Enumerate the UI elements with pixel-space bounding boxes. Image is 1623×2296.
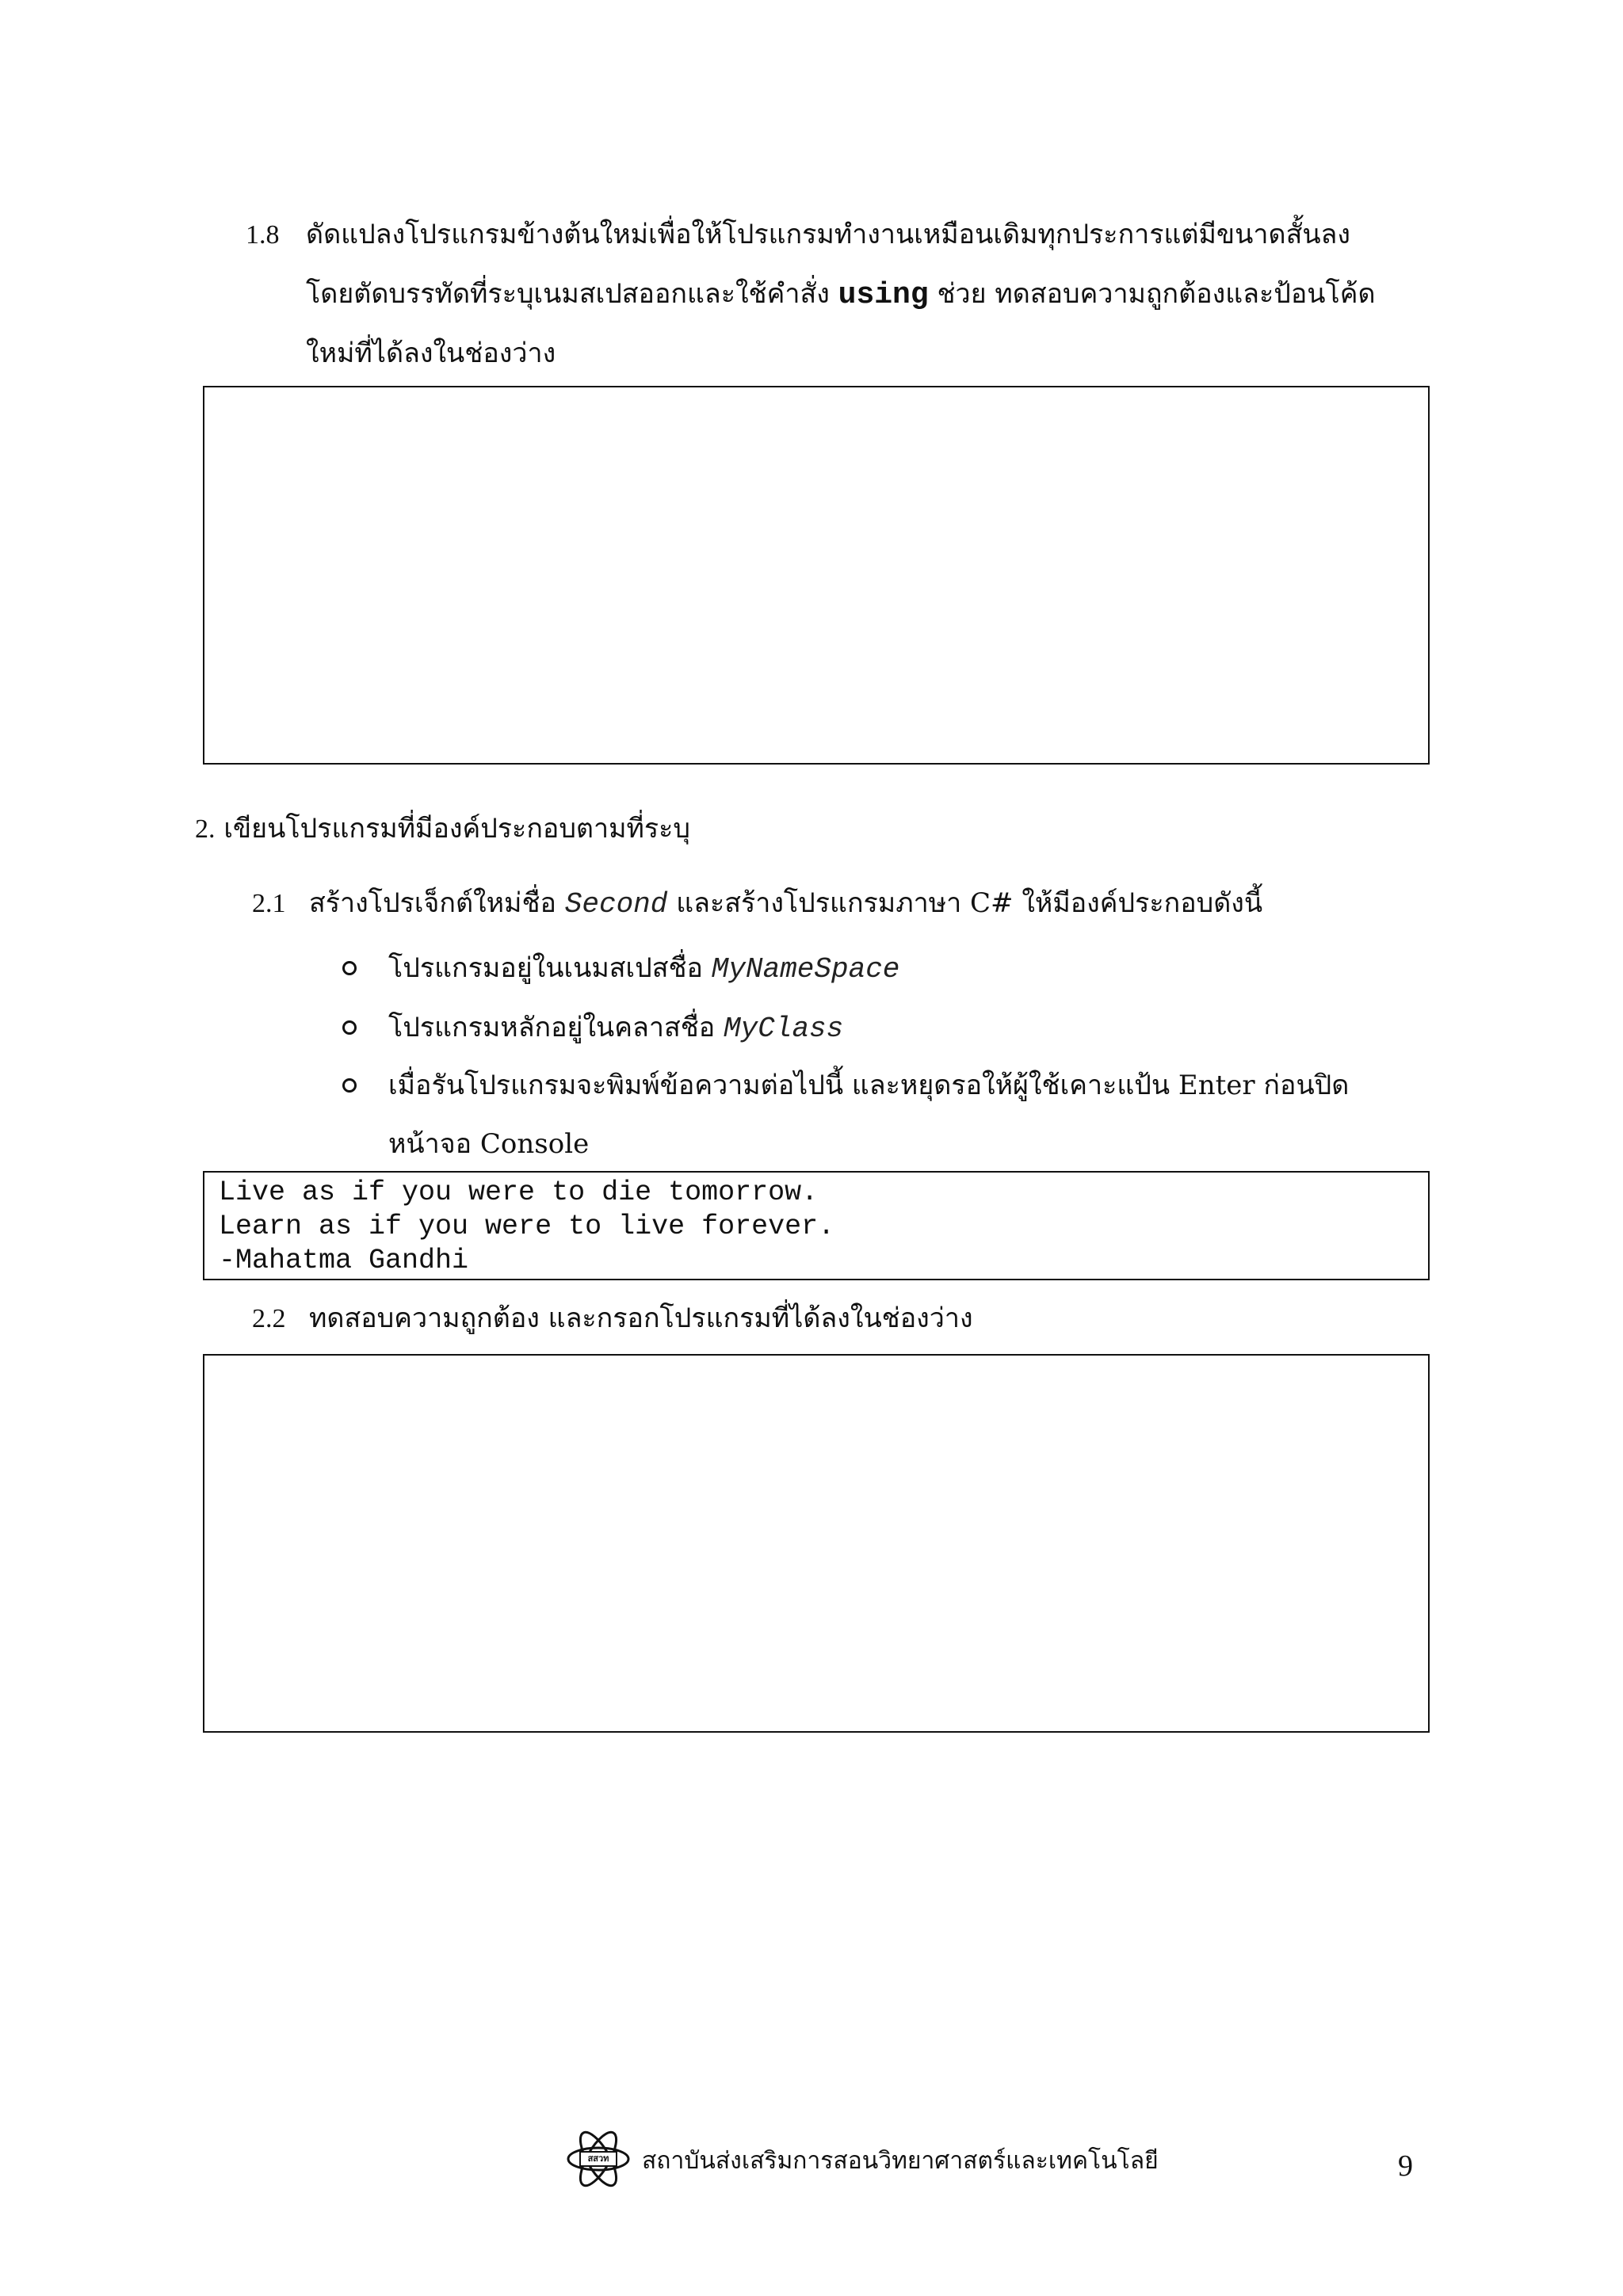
item-1-8-line3: ใหม่ที่ได้ลงในช่องว่าง [306, 338, 556, 369]
console-line: Live as if you were to die tomorrow. [219, 1177, 819, 1208]
namespace-name: MyNameSpace [711, 953, 900, 986]
section-2-title: เขียนโปรแกรมที่มีองค์ประกอบตามที่ระบุ [223, 813, 691, 845]
bullet-circle-icon [342, 1078, 357, 1093]
page-number: 9 [1398, 2149, 1413, 2183]
bullet-namespace-text: โปรแกรมอยู่ในเนมสเปสชื่อ [388, 952, 703, 984]
project-name: Second [564, 888, 668, 921]
answer-box-1-8[interactable] [203, 386, 1430, 765]
item-2-1-before: สร้างโปรเจ็กต์ใหม่ชื่อ [309, 887, 556, 919]
bullet-circle-icon [342, 961, 357, 975]
bullet-output-line1: เมื่อรันโปรแกรมจะพิมพ์ข้อความต่อไปนี้ และหยุดรอให้ผู้ใช้เคาะแป้น Enter ก่อนปิด [388, 1070, 1350, 1101]
bullet-output-line2: หน้าจอ Console [388, 1128, 590, 1160]
section-2-number: 2. [195, 814, 216, 844]
item-2-1-number: 2.1 [252, 889, 286, 918]
bullet-class-text: โปรแกรมหลักอยู่ในคลาสชื่อ [388, 1012, 716, 1043]
console-output-box [203, 1171, 1430, 1280]
bullet-circle-icon [342, 1020, 357, 1035]
item-2-2-text: ทดสอบความถูกต้อง และกรอกโปรแกรมที่ได้ลงในช่องว่าง [309, 1302, 973, 1334]
item-2-1-text [309, 873, 1262, 935]
item-2-2-number: 2.2 [252, 1304, 286, 1333]
item-1-8-number: 1.8 [246, 220, 280, 250]
item-1-8-line2 [306, 264, 1376, 326]
using-keyword: using [838, 278, 929, 312]
bullet-class [388, 997, 843, 1059]
answer-box-2-2[interactable] [203, 1354, 1430, 1733]
item-1-8-line2-before: โดยตัดบรรทัดที่ระบุเนมสเปสออกและใช้คำสั่ง [306, 278, 830, 310]
ipst-logo-icon [564, 2125, 632, 2193]
item-2-1-after: และสร้างโปรแกรมภาษา C# ให้มีองค์ประกอบดังนี้ [676, 887, 1263, 919]
class-name: MyClass [724, 1013, 844, 1045]
item-1-8-line2-after: ช่วย ทดสอบความถูกต้องและป้อนโค้ด [937, 278, 1376, 310]
ipst-logo-text: สสวท [587, 2153, 609, 2164]
console-line: -Mahatma Gandhi [219, 1245, 469, 1276]
footer-institute: สถาบันส่งเสริมการสอนวิทยาศาสตร์และเทคโนโลยี [642, 2147, 1159, 2175]
item-1-8-line1: ดัดแปลงโปรแกรมข้างต้นใหม่เพื่อให้โปรแกรมทำงานเหมือนเดิมทุกประการแต่มีขนาดสั้นลง [306, 219, 1350, 250]
console-line: Learn as if you were to live forever. [219, 1211, 835, 1242]
section-2-heading [195, 799, 690, 860]
bullet-namespace [388, 938, 899, 1000]
